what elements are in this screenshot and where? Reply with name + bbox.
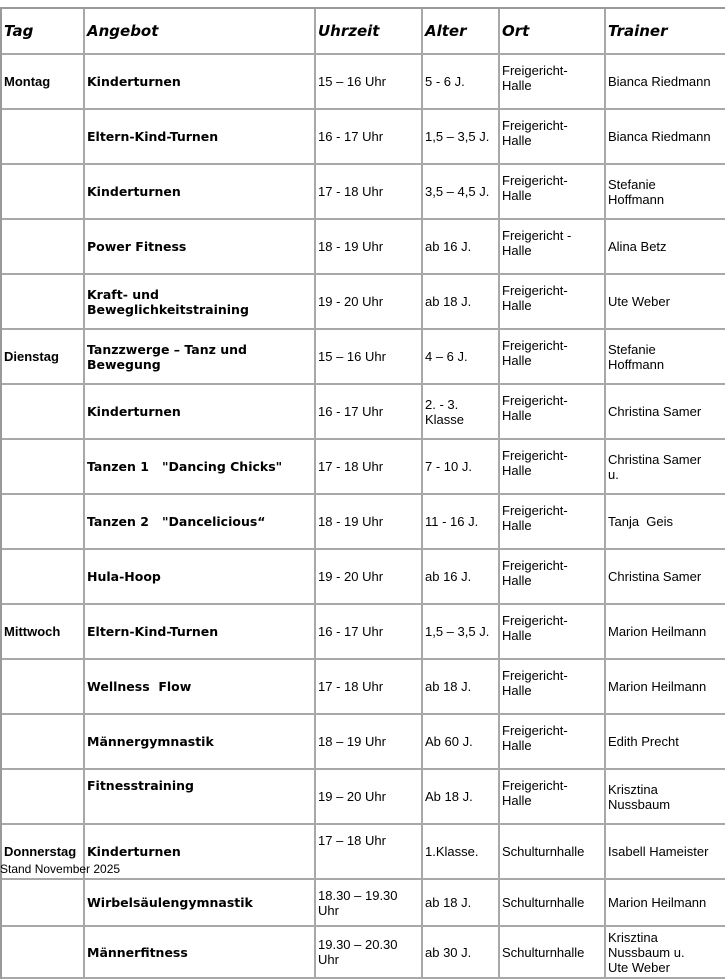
cell-tag: [2, 275, 85, 330]
cell-ort: Schulturnhalle: [500, 825, 606, 880]
cell-angebot: Wirbelsäulengymnastik: [85, 880, 316, 927]
table-row: [2, 220, 725, 275]
header-angebot: Angebot: [85, 9, 316, 55]
cell-trainer: Christina Samer u.: [606, 440, 725, 495]
cell-tag: [2, 660, 85, 715]
cell-alter: 1.Klasse.: [423, 825, 500, 880]
cell-alter: ab 30 J.: [423, 927, 500, 979]
cell-trainer: Stefanie Hoffmann: [606, 165, 725, 220]
cell-tag: Donnerstag: [2, 825, 85, 880]
cell-ort: Freigericht- Halle: [500, 275, 606, 330]
cell-alter: 4 – 6 J.: [423, 330, 500, 385]
header-uhrzeit: Uhrzeit: [316, 9, 423, 55]
cell-ort: Freigericht- Halle: [500, 440, 606, 495]
table-row: [2, 110, 725, 165]
table-row: [2, 660, 725, 715]
cell-ort: Freigericht- Halle: [500, 715, 606, 770]
cell-ort: Schulturnhalle: [500, 880, 606, 927]
cell-trainer: Alina Betz: [606, 220, 725, 275]
cell-alter: 1,5 – 3,5 J.: [423, 605, 500, 660]
cell-tag: [2, 770, 85, 825]
cell-uhrzeit: 16 - 17 Uhr: [316, 385, 423, 440]
cell-angebot: Eltern-Kind-Turnen: [85, 605, 316, 660]
cell-alter: Ab 18 J.: [423, 770, 500, 825]
cell-alter: ab 16 J.: [423, 220, 500, 275]
cell-uhrzeit: 17 - 18 Uhr: [316, 440, 423, 495]
cell-trainer: Marion Heilmann: [606, 660, 725, 715]
cell-trainer: Marion Heilmann: [606, 880, 725, 927]
cell-alter: 5 - 6 J.: [423, 55, 500, 110]
cell-ort: Schulturnhalle: [500, 927, 606, 979]
table-row: [2, 770, 725, 825]
cell-uhrzeit: 15 – 16 Uhr: [316, 330, 423, 385]
cell-angebot: Tanzen 2 "Dancelicious“: [85, 495, 316, 550]
cell-ort: Freigericht- Halle: [500, 660, 606, 715]
cell-angebot: Männergymnastik: [85, 715, 316, 770]
table-row: [2, 880, 725, 927]
header-tag: Tag: [2, 9, 85, 55]
cell-uhrzeit: 16 - 17 Uhr: [316, 605, 423, 660]
cell-tag: [2, 927, 85, 979]
table-row: [2, 550, 725, 605]
cell-trainer: Isabell Hameister: [606, 825, 725, 880]
table-row: [2, 385, 725, 440]
cell-trainer: Christina Samer: [606, 385, 725, 440]
cell-tag: [2, 495, 85, 550]
cell-uhrzeit: 18 - 19 Uhr: [316, 220, 423, 275]
cell-trainer: Krisztina Nussbaum: [606, 770, 725, 825]
cell-angebot: Hula-Hoop: [85, 550, 316, 605]
header-alter: Alter: [423, 9, 500, 55]
cell-tag: [2, 880, 85, 927]
cell-uhrzeit: 17 - 18 Uhr: [316, 660, 423, 715]
table-row: [2, 605, 725, 660]
cell-alter: 2. - 3. Klasse: [423, 385, 500, 440]
cell-alter: ab 16 J.: [423, 550, 500, 605]
cell-trainer: Stefanie Hoffmann: [606, 330, 725, 385]
cell-angebot: Tanzzwerge – Tanz und Bewegung: [85, 330, 316, 385]
cell-trainer: Krisztina Nussbaum u. Ute Weber: [606, 927, 725, 979]
cell-trainer: Christina Samer: [606, 550, 725, 605]
cell-angebot: Kinderturnen: [85, 55, 316, 110]
table-row: [2, 275, 725, 330]
cell-tag: [2, 550, 85, 605]
cell-tag: Montag: [2, 55, 85, 110]
header-ort: Ort: [500, 9, 606, 55]
cell-ort: Freigericht- Halle: [500, 550, 606, 605]
cell-alter: ab 18 J.: [423, 275, 500, 330]
cell-tag: Dienstag: [2, 330, 85, 385]
cell-trainer: Bianca Riedmann: [606, 55, 725, 110]
cell-alter: ab 18 J.: [423, 660, 500, 715]
cell-uhrzeit: 18.30 – 19.30 Uhr: [316, 880, 423, 927]
cell-trainer: Ute Weber: [606, 275, 725, 330]
cell-trainer: Marion Heilmann: [606, 605, 725, 660]
cell-uhrzeit: 17 - 18 Uhr: [316, 165, 423, 220]
cell-alter: 1,5 – 3,5 J.: [423, 110, 500, 165]
cell-alter: 7 - 10 J.: [423, 440, 500, 495]
cell-ort: Freigericht - Halle: [500, 220, 606, 275]
cell-ort: Freigericht- Halle: [500, 605, 606, 660]
cell-ort: Freigericht- Halle: [500, 770, 606, 825]
cell-tag: [2, 385, 85, 440]
schedule-body: [2, 55, 725, 979]
table-row: [2, 927, 725, 979]
cell-uhrzeit: 19 - 20 Uhr: [316, 275, 423, 330]
cell-ort: Freigericht- Halle: [500, 110, 606, 165]
cell-angebot: Kinderturnen: [85, 165, 316, 220]
cell-ort: Freigericht- Halle: [500, 495, 606, 550]
cell-angebot: Fitnesstraining: [85, 770, 316, 825]
cell-trainer: Edith Precht: [606, 715, 725, 770]
table-row: [2, 330, 725, 385]
cell-angebot: Kraft- und Beweglichkeitstraining: [85, 275, 316, 330]
cell-tag: [2, 220, 85, 275]
cell-alter: ab 18 J.: [423, 880, 500, 927]
cell-trainer: Tanja Geis: [606, 495, 725, 550]
cell-uhrzeit: 19 - 20 Uhr: [316, 550, 423, 605]
cell-uhrzeit: 18 - 19 Uhr: [316, 495, 423, 550]
cell-uhrzeit: 17 – 18 Uhr: [316, 825, 423, 880]
cell-ort: Freigericht- Halle: [500, 165, 606, 220]
cell-tag: Mittwoch: [2, 605, 85, 660]
cell-angebot: Kinderturnen: [85, 825, 316, 880]
table-row: [2, 55, 725, 110]
stand-note: Stand November 2025: [0, 862, 121, 876]
cell-angebot: Power Fitness: [85, 220, 316, 275]
cell-angebot: Eltern-Kind-Turnen: [85, 110, 316, 165]
table-row: [2, 165, 725, 220]
cell-alter: 11 - 16 J.: [423, 495, 500, 550]
cell-alter: 3,5 – 4,5 J.: [423, 165, 500, 220]
cell-alter: Ab 60 J.: [423, 715, 500, 770]
cell-uhrzeit: 15 – 16 Uhr: [316, 55, 423, 110]
cell-ort: Freigericht- Halle: [500, 385, 606, 440]
header-trainer: Trainer: [606, 9, 725, 55]
cell-ort: Freigericht- Halle: [500, 55, 606, 110]
cell-tag: [2, 440, 85, 495]
cell-angebot: Wellness Flow: [85, 660, 316, 715]
cell-angebot: Männerfitness: [85, 927, 316, 979]
schedule-header: [2, 9, 725, 55]
cell-uhrzeit: 19 – 20 Uhr: [316, 770, 423, 825]
schedule-table: [0, 7, 725, 979]
cell-angebot: Kinderturnen: [85, 385, 316, 440]
cell-uhrzeit: 19.30 – 20.30 Uhr: [316, 927, 423, 979]
cell-tag: [2, 165, 85, 220]
header-row: [2, 9, 725, 55]
cell-angebot: Tanzen 1 "Dancing Chicks": [85, 440, 316, 495]
cell-tag: [2, 110, 85, 165]
table-row: [2, 495, 725, 550]
cell-tag: [2, 715, 85, 770]
table-row: [2, 440, 725, 495]
table-row: [2, 715, 725, 770]
cell-trainer: Bianca Riedmann: [606, 110, 725, 165]
cell-uhrzeit: 18 – 19 Uhr: [316, 715, 423, 770]
cell-ort: Freigericht- Halle: [500, 330, 606, 385]
cell-uhrzeit: 16 - 17 Uhr: [316, 110, 423, 165]
